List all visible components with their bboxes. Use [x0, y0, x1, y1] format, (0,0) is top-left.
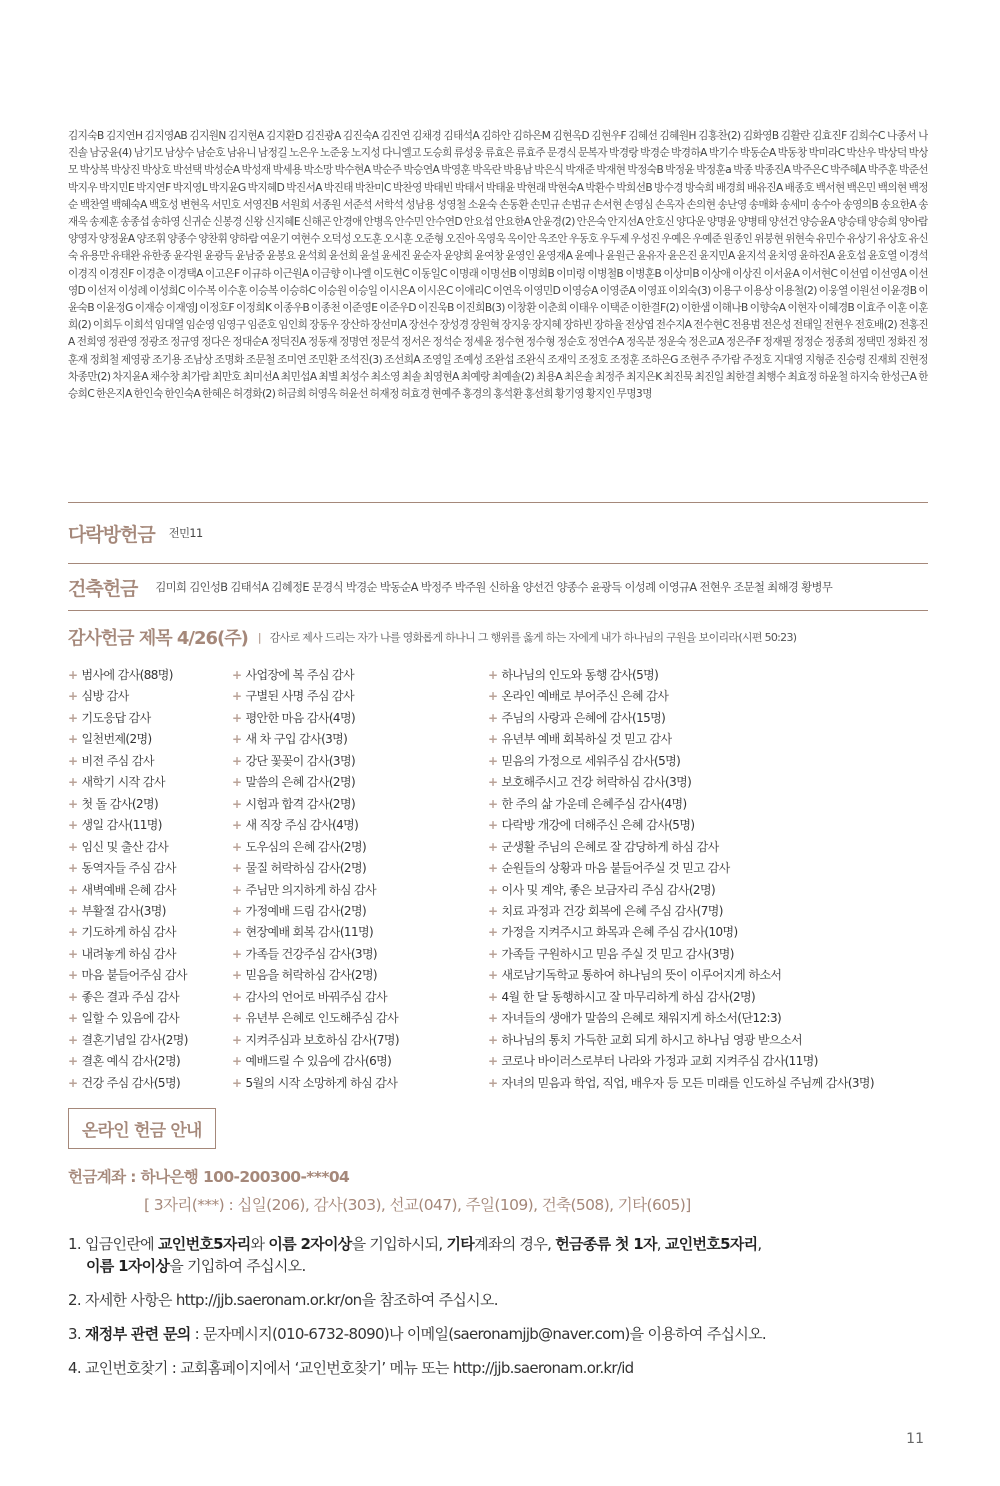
thanks-item — [488, 901, 928, 922]
thanks-item-text: 다락방 개강에 더해주신 은혜 감사(5명) — [501, 818, 695, 833]
thanks-item — [488, 837, 928, 858]
thanks-column-2 — [232, 665, 488, 1094]
thanks-item-text: 생일 감사(11명) — [81, 818, 162, 833]
note-2: 2. 자세한 사항은 http://jjb.saeronam.or.kr/on을 참조하여 주십시오. — [68, 1291, 498, 1310]
thanks-item — [68, 772, 232, 793]
plus-icon: + — [488, 1054, 498, 1069]
thanks-item — [68, 922, 232, 943]
thanks-item-text: 현장예배 회복 감사(11명) — [245, 925, 374, 940]
plus-icon: + — [488, 1011, 498, 1026]
plus-icon: + — [488, 1032, 498, 1047]
plus-icon: + — [232, 1075, 242, 1090]
thanks-item-text: 한 주의 삶 가운데 은혜주심 감사(4명) — [501, 796, 687, 811]
thanks-item-text: 믿음의 가정으로 세워주심 감사(5명) — [501, 753, 681, 768]
construction-names: 김미희 김인성B 김태석A 김혜정E 문경식 박경순 박동순A 박정주 박주원 신하율 양선건 양종수 윤광득 이성례 이영규A 전현우 조문철 최해경 황병무 — [155, 581, 833, 594]
note-3: 3. 재정부 관련 문의 : 문자메시지(010-6732-8090)나 이메일(saeronamjjb@naver.com)을 이용하여 주십시오. — [68, 1325, 766, 1344]
thanks-item — [68, 987, 232, 1008]
thanks-item-text: 치료 과정과 건강 회복에 은혜 주심 감사(7명) — [501, 903, 723, 918]
thanks-item — [488, 708, 928, 729]
thanks-item-text: 보호해주시고 건강 허락하심 감사(3명) — [501, 775, 692, 790]
plus-icon: + — [232, 839, 242, 854]
darakbang-offering — [68, 503, 928, 563]
thanks-item — [232, 880, 488, 901]
thanks-item — [232, 1073, 488, 1094]
thanks-item — [488, 944, 928, 965]
bulletin-page — [68, 128, 928, 1391]
plus-icon: + — [68, 1011, 78, 1026]
thanks-item — [68, 708, 232, 729]
thanks-item — [68, 1073, 232, 1094]
thanks-title: 감사헌금 제목 4/26(주) — [68, 628, 248, 649]
plus-icon: + — [68, 796, 78, 811]
thanks-item-text: 자녀들의 생애가 말씀의 은혜로 채워지게 하소서(단12:3) — [501, 1011, 782, 1026]
thanks-item-text: 가족들 구원하시고 믿음 주실 것 믿고 감사(3명) — [501, 946, 734, 961]
plus-icon: + — [488, 946, 498, 961]
thanks-item-text: 첫 돌 감사(2명) — [81, 796, 159, 811]
online-offering-title: 온라인 헌금 안내 — [68, 1108, 216, 1149]
plus-icon: + — [68, 882, 78, 897]
plus-icon: + — [68, 946, 78, 961]
thanks-item-text: 결혼기념일 감사(2명) — [81, 1032, 188, 1047]
thanks-item — [232, 965, 488, 986]
thanks-list — [68, 665, 928, 1094]
plus-icon: + — [488, 882, 498, 897]
thanks-item — [68, 1051, 232, 1072]
thanks-item-text: 마음 붙들어주심 감사 — [81, 968, 187, 983]
plus-icon: + — [488, 861, 498, 876]
thanks-item — [488, 965, 928, 986]
plus-icon: + — [68, 775, 78, 790]
thanks-item — [68, 794, 232, 815]
thanks-item-text: 새 직장 주심 감사(4명) — [245, 818, 359, 833]
plus-icon: + — [68, 732, 78, 747]
thanks-item-text: 강단 꽃꽂이 감사(3명) — [245, 753, 356, 768]
thanks-item — [232, 922, 488, 943]
thanks-item — [232, 1030, 488, 1051]
thanks-header — [68, 615, 928, 659]
thanks-item-text: 기도하게 하심 감사 — [81, 925, 176, 940]
thanks-item-text: 이사 및 계약, 좋은 보금자리 주심 감사(2명) — [501, 882, 716, 897]
plus-icon: + — [232, 689, 242, 704]
thanks-item — [488, 1051, 928, 1072]
thanks-item-text: 새로남기독학교 통하여 하나님의 뜻이 이루어지게 하소서 — [501, 968, 782, 983]
thanks-item-text: 좋은 결과 주심 감사 — [81, 989, 180, 1004]
plus-icon: + — [232, 775, 242, 790]
thanks-item-text: 하나님의 통치 가득한 교회 되게 하시고 하나님 영광 받으소서 — [501, 1032, 802, 1047]
thanks-item — [68, 686, 232, 707]
plus-icon: + — [68, 968, 78, 983]
thanks-item-text: 감사의 언어로 바꿔주심 감사 — [245, 989, 388, 1004]
thanks-item-text: 시험과 합격 감사(2명) — [245, 796, 356, 811]
thanks-item-text: 동역자들 주심 감사 — [81, 861, 176, 876]
thanks-item-text: 하나님의 인도와 동행 감사(5명) — [501, 668, 659, 682]
online-notes — [68, 1233, 928, 1379]
thanks-item — [68, 944, 232, 965]
thanks-item-text: 건강 주심 감사(5명) — [81, 1075, 181, 1090]
thanks-item-text: 코로나 바이러스로부터 나라와 가정과 교회 지켜주심 감사(11명) — [501, 1054, 818, 1069]
thanks-item-text: 주님만 의지하게 하심 감사 — [245, 882, 377, 897]
plus-icon: + — [488, 925, 498, 940]
donor-names: 김지숙B 김지연H 김지영AB 김지원N 김지현A 김지환D 김진광A 김진숙A 김진연 김채경 김태석A 김하안 김하은M 김현옥D 김현우F 김혜선 김혜원H 김홍찬(2) 김화영B 김활란 김효진F 김희수C 나종서 나진솔 남궁윤(4) 남기모 남상수 남순호 남유니 남정길 노은우 노준웅 노지성 다니엘고 도승희 류성웅 류효은 류효주 문경식 문복자 박경랑 박경순 박경하A 박기수 박동순A 박동창 박미라C 박산우 박상덕 박상모 박상복 박상진 박상호 박선택 박성순A 박성재 박세용 박소망 박수현A 박순주 박승연A 박영훈 박옥란 박용남 박은식 박재준 박재현 박정숙B 박정윤 박정훈a 박종 박종진A 박주은C 박주혜A 박주훈 박준선 박지우 박지민E 박지연F 박지영L 박지윤G 박지혜D 박진서A 박진태 박찬미C 박찬영 박태빈 박태서 박태윤 박현래 박현숙A 박환수 박희선B 방수경 방숙희 배경희 배유진A 배종호 백서현 백은민 백의현 백정순 백찬열 백혜숙A 백호성 변현옥 서민호 서영진B 서원희 서종원 서준석 서학석 성남용 성영철 소윤숙 손동환 손민규 손범규 손서현 손영심 손옥자 손의현 송난영 송매화 송세미 송수아 송영의B 송요한A 송재욱 송제훈 송종섭 송하영 신귀순 신봉경 신왕 신지혜E 신해곤 안경애 안병옥 안수민 안수연D 안요섭 안요한A 안윤경(2) 안은숙 안지선A 안호신 양다운 양명윤 양병태 양선건 양승윤A 양승태 양승희 양아람 양영자 양정윤A 양조휘 양종수 양찬휘 양하람 여운기 여현수 오덕성 오도훈 오시훈 오준형 오진아 옥영욱 옥이안 옥조안 우동호 우두제 우성진 우예은 우예준 원종인 위붕현 위현숙 유민수 유상기 유상호 유신숙 유용만 유태완 유한종 윤각원 윤광득 윤남중 윤봉요 윤석희 윤선희 윤설 윤세진 윤순자 윤양희 윤여창 윤영인 윤영재A 윤예나 윤원근 윤유자 윤은진 윤지민A 윤지석 윤치영 윤하진A 윤호섭 윤호열 이경석 이경직 이경진F 이경춘 이경택A 이고은F 이규하 이근원A 이금향 이나엘 이도현C 이동일C 이명래 이명선B 이명희B 이미령 이병철B 이병훈B 이상미B 이상애 이상진 이서윤A 이서현C 이선엽 이선영A 이선영D 이선저 이성례 이성희C 이수복 이수훈 이승복 이승하C 이승원 이승일 이시은A 이시은C 이애리C 이연옥 이영민D 이영승A 이영준A 이영표 이외숙(3) 이용구 이용상 이용철(2) 이웅열 이원선 이윤경B 이윤숙B 이윤정G 이재승 이재영J 이정호F 이정희K 이종우B 이종천 이준영E 이준우D 이진욱B 이진희B(3) 이창환 이춘희 이태우 이택준 이한결F(2) 이한샘 이해나B 이향숙A 이현자 이혜경B 이효주 이훈 이훈희(2) 이희두 이희석 임대열 임순영 임영구 임준호 임인희 장동우 장산하 장선미A 장선수 장성경 장원혁 장지웅 장지혜 장하빈 장하율 전상엽 전수지A 전수현C 전용범 전은성 전태일 전현우 전호배(2) 전홍진A 전희영 정관영 정광조 정규영 정다은 정대순A 정덕진A 정동재 정명연 정문석 정서은 정석순 정세윤 정수현 정수형 정순호 정연수A 정옥분 정운숙 정은교A 정은주F 정재필 정정순 정종희 정택민 정화진 정훈재 정희철 제영광 조기용 조남상 조명화 조문철 조미연 조민환 조석진(3) 조선희A 조영일 조예성 조완섭 조완식 조재익 조정호 조정훈 조하은G 조현주 주가람 주정호 지대영 지형준 진승령 진재희 진현정 차종만(2) 차지윤A 채수창 최가람 최만호 최미선A 최민섭A 최별 최성수 최소영 최솔 최영현A 최예랑 최예솔(2) 최용A 최은솔 최정주 최지은K 최진묵 최진일 최한결 최행수 최효정 하윤철 하지숙 한성근A 한승희C 한은지A 한인숙 한인숙A 한혜은 허경화(2) 허금희 허영옥 허윤선 허재정 허효경 현예주 홍경의 홍석환 홍선희 황기영 황지인 무명3명 — [68, 130, 928, 401]
plus-icon: + — [232, 753, 242, 768]
thanks-item — [232, 944, 488, 965]
plus-icon: + — [232, 710, 242, 725]
thanks-item — [68, 751, 232, 772]
thanks-item-text: 도우심의 은혜 감사(2명) — [245, 839, 367, 854]
plus-icon: + — [488, 668, 498, 682]
darakbang-names: 전민11 — [168, 527, 203, 540]
plus-icon: + — [232, 946, 242, 961]
plus-icon: + — [68, 1075, 78, 1090]
thanks-item — [68, 880, 232, 901]
thanks-item — [232, 708, 488, 729]
plus-icon: + — [488, 818, 498, 833]
thanks-item — [68, 858, 232, 879]
plus-icon: + — [68, 1032, 78, 1047]
thanks-item — [232, 751, 488, 772]
thanks-item-text: 유년부 은혜로 인도해주심 감사 — [245, 1011, 399, 1026]
plus-icon: + — [68, 710, 78, 725]
plus-icon: + — [232, 1054, 242, 1069]
plus-icon: + — [232, 1011, 242, 1026]
plus-icon: + — [68, 925, 78, 940]
thanks-item-text: 유년부 예배 회복하실 것 믿고 감사 — [501, 732, 672, 747]
thanks-item-text: 4월 한 달 동행하시고 잘 마무리하게 하심 감사(2명) — [501, 989, 756, 1004]
thanks-item — [488, 858, 928, 879]
plus-icon: + — [68, 818, 78, 833]
thanks-item — [68, 729, 232, 750]
plus-icon: + — [232, 818, 242, 833]
thanks-item-text: 심방 감사 — [81, 689, 129, 704]
thanks-item-text: 평안한 마음 감사(4명) — [245, 710, 356, 725]
plus-icon: + — [488, 710, 498, 725]
plus-icon: + — [488, 968, 498, 983]
thanks-item — [488, 1030, 928, 1051]
thanks-item — [232, 686, 488, 707]
thanks-item-text: 가족들 건강주심 감사(3명) — [245, 946, 378, 961]
thanks-item — [488, 815, 928, 836]
plus-icon: + — [232, 796, 242, 811]
plus-icon: + — [68, 689, 78, 704]
thanks-item — [232, 1051, 488, 1072]
thanks-item — [68, 815, 232, 836]
plus-icon: + — [488, 689, 498, 704]
plus-icon: + — [68, 903, 78, 918]
thanks-item-text: 범사에 감사(88명) — [81, 668, 173, 682]
thanks-item-text: 순원들의 상황과 마음 붙들어주실 것 믿고 감사 — [501, 861, 730, 876]
thanks-item-text: 지켜주심과 보호하심 감사(7명) — [245, 1032, 400, 1047]
thanks-item — [68, 1008, 232, 1029]
construction-offering — [68, 564, 928, 610]
thanks-item — [488, 987, 928, 1008]
divider — [68, 610, 928, 611]
thanks-item — [488, 665, 928, 686]
plus-icon: + — [488, 839, 498, 854]
plus-icon: + — [232, 925, 242, 940]
plus-icon: + — [488, 796, 498, 811]
thanks-item — [488, 1073, 928, 1094]
plus-icon: + — [68, 1054, 78, 1069]
note-4: 4. 교인번호찾기 : 교회홈페이지에서 ‘교인번호찾기’ 메뉴 또는 http://jjb.saeronam.or.kr/id — [68, 1359, 634, 1378]
thanks-item — [488, 794, 928, 815]
construction-title: 건축헌금 — [68, 577, 138, 600]
account-codes: [ 3자리(***) : 십일(206), 감사(303), 선교(047), 주일(109), 건축(508), 기타(605)] — [144, 1196, 691, 1215]
thanks-item — [488, 772, 928, 793]
title-separator: | — [257, 630, 262, 644]
thanks-item-text: 새 차 구입 감사(3명) — [245, 732, 348, 747]
thanks-item-text: 5월의 시작 소망하게 하심 감사 — [245, 1075, 398, 1090]
plus-icon: + — [488, 732, 498, 747]
thanks-item — [68, 901, 232, 922]
thanks-item-text: 가정을 지켜주시고 화목과 은혜 주심 감사(10명) — [501, 925, 738, 940]
plus-icon: + — [232, 968, 242, 983]
thanks-item-text: 임신 및 출산 감사 — [81, 839, 169, 854]
thanks-item-text: 구별된 사명 주심 감사 — [245, 689, 355, 704]
thanks-item-text: 기도응답 감사 — [81, 710, 151, 725]
thanks-item — [232, 858, 488, 879]
offering-account: 헌금계좌 : 하나은행 100-200300-***04 — [68, 1168, 350, 1187]
plus-icon: + — [68, 753, 78, 768]
thanks-item — [68, 837, 232, 858]
plus-icon: + — [488, 775, 498, 790]
note-1: 1. 입금인란에 교인번호5자리와 이름 2자이상을 기입하시되, 기타계좌의 경우, 헌금종류 첫 1자, 교인번호5자리, 이름 1자이상을 기입하여 주십시오. — [68, 1235, 762, 1276]
thanks-item-text: 결혼 예식 감사(2명) — [81, 1054, 181, 1069]
plus-icon: + — [232, 903, 242, 918]
thanks-item-text: 내려놓게 하심 감사 — [81, 946, 176, 961]
thanks-item-text: 사업장에 복 주심 감사 — [245, 668, 355, 682]
plus-icon: + — [68, 861, 78, 876]
thanks-item — [488, 751, 928, 772]
thanks-item-text: 주님의 사랑과 은혜에 감사(15명) — [501, 710, 666, 725]
plus-icon: + — [232, 1032, 242, 1047]
thanks-item — [232, 772, 488, 793]
thanks-item-text: 자녀의 믿음과 학업, 직업, 배우자 등 모든 미래를 인도하실 주님께 감사(3명) — [501, 1075, 875, 1090]
thanks-item — [488, 1008, 928, 1029]
plus-icon: + — [232, 989, 242, 1004]
plus-icon: + — [68, 839, 78, 854]
plus-icon: + — [488, 989, 498, 1004]
thanks-item — [488, 686, 928, 707]
thanks-item — [232, 815, 488, 836]
page-number: 11 — [906, 1431, 924, 1447]
thanks-item — [232, 665, 488, 686]
thanks-item — [68, 665, 232, 686]
thanks-item-text: 믿음을 허락하심 감사(2명) — [245, 968, 378, 983]
thanks-item-text: 새벽예배 은혜 감사 — [81, 882, 176, 897]
thanks-item — [232, 729, 488, 750]
thanks-column-3 — [488, 665, 928, 1094]
thanks-item-text: 일천번제(2명) — [81, 732, 152, 747]
thanks-item — [232, 901, 488, 922]
thanks-item-text: 새학기 시작 감사 — [81, 775, 165, 790]
plus-icon: + — [68, 668, 78, 682]
thanks-item-text: 온라인 예배로 부어주신 은혜 감사 — [501, 689, 669, 704]
thanks-verse: 감사로 제사 드리는 자가 나를 영화롭게 하나니 그 행위를 옳게 하는 자에게 내가 하나님의 구원을 보이리라(시편 50:23) — [269, 631, 797, 644]
plus-icon: + — [232, 732, 242, 747]
thanks-column-1 — [68, 665, 232, 1094]
thanks-item-text: 부활절 감사(3명) — [81, 903, 166, 918]
plus-icon: + — [232, 861, 242, 876]
thanks-item-text: 물질 허락하심 감사(2명) — [245, 861, 367, 876]
thanks-item — [232, 837, 488, 858]
thanks-item-text: 일할 수 있음에 감사 — [81, 1011, 180, 1026]
plus-icon: + — [488, 1075, 498, 1090]
thanks-item — [488, 880, 928, 901]
thanks-item-text: 비전 주심 감사 — [81, 753, 154, 768]
plus-icon: + — [488, 903, 498, 918]
thanks-item — [232, 794, 488, 815]
thanks-item — [488, 729, 928, 750]
plus-icon: + — [488, 753, 498, 768]
plus-icon: + — [232, 668, 242, 682]
thanks-item-text: 말씀의 은혜 감사(2명) — [245, 775, 356, 790]
thanks-item-text: 가정예배 드림 감사(2명) — [245, 903, 367, 918]
thanks-item — [488, 922, 928, 943]
thanks-item-text: 예배드릴 수 있음에 감사(6명) — [245, 1054, 392, 1069]
thanks-item — [232, 1008, 488, 1029]
thanks-item-text: 군생활 주님의 은혜로 잘 감당하게 하심 감사 — [501, 839, 719, 854]
plus-icon: + — [232, 882, 242, 897]
thanks-item — [68, 1030, 232, 1051]
darakbang-title: 다락방헌금 — [68, 523, 155, 546]
thanks-item — [232, 987, 488, 1008]
plus-icon: + — [68, 989, 78, 1004]
thanks-item — [68, 965, 232, 986]
